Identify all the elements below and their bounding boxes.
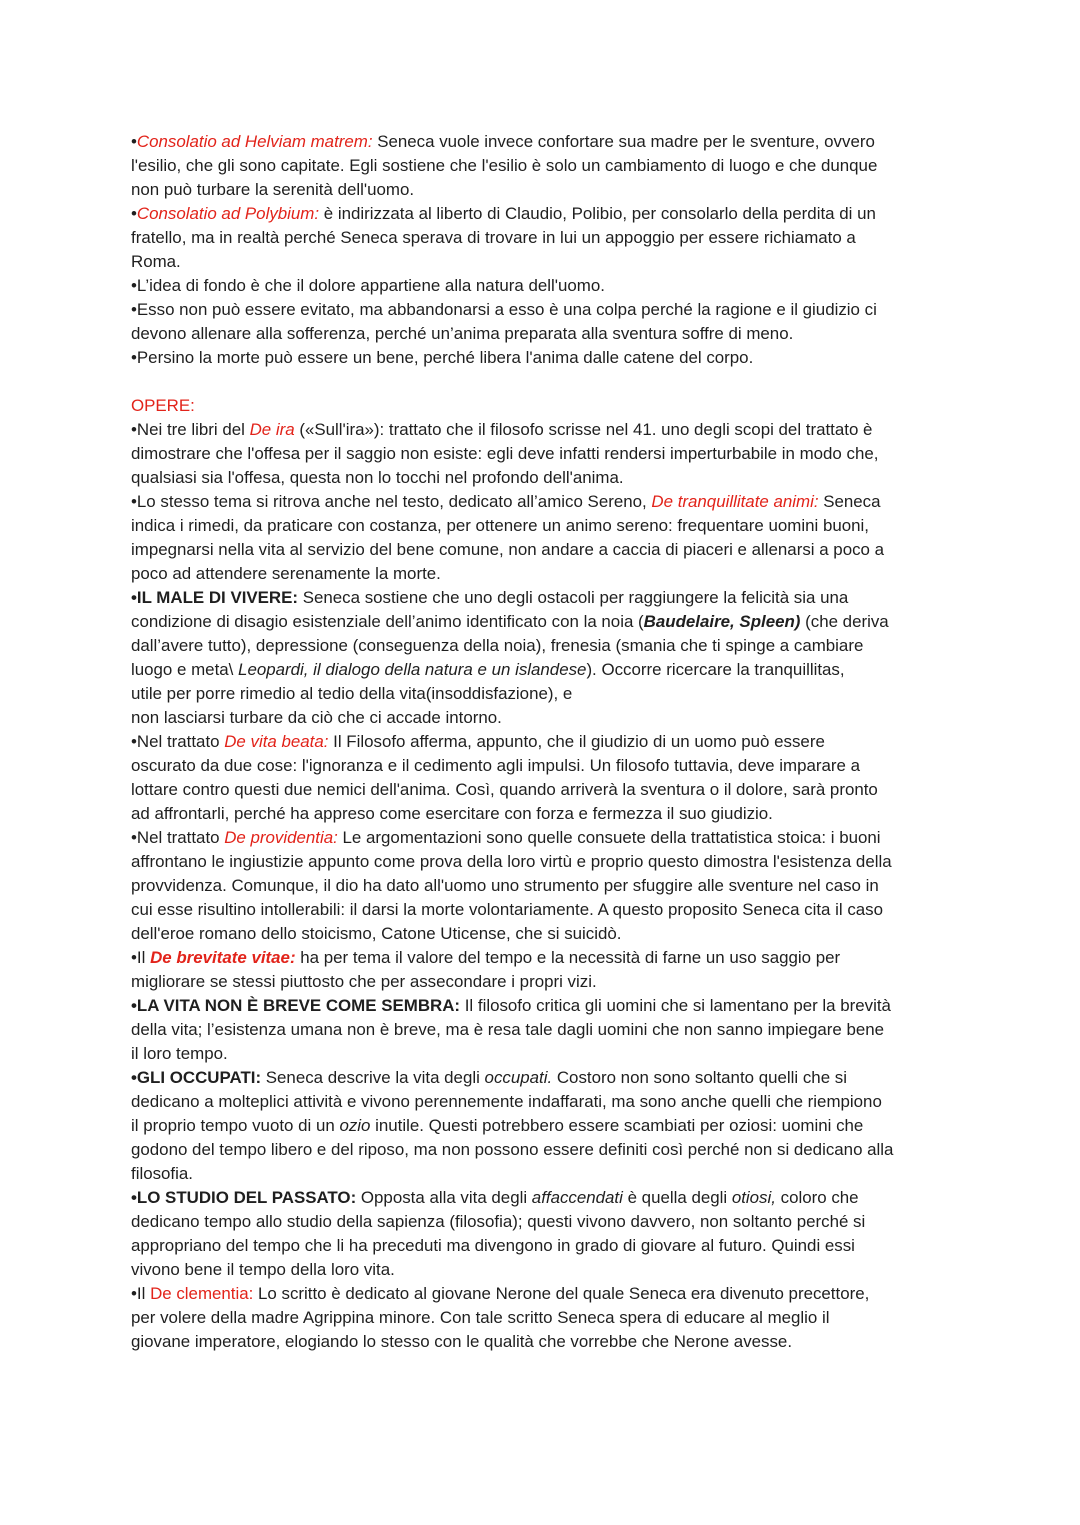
text-run: affrontano le ingiustizie appunto come prova della loro virtù e proprio questo dimostra l'esistenza della — [131, 852, 892, 871]
text-line — [131, 1162, 961, 1186]
styled-text-run: OPERE: — [131, 396, 195, 415]
text-line — [131, 154, 961, 178]
text-run: luogo e meta\ — [131, 660, 239, 679]
text-line — [131, 706, 961, 730]
text-run: indica i rimedi, da praticare con costanza, per ottenere un animo sereno: frequentare uomini buoni, — [131, 516, 869, 535]
text-run: inutile. Questi potrebbero essere scambiati per oziosi: uomini che — [370, 1116, 864, 1135]
text-run: poco ad attendere serenamente la morte. — [131, 564, 441, 583]
text-line — [131, 274, 961, 298]
text-run: Seneca sostiene che uno degli ostacoli per raggiungere la felicità sia una — [298, 588, 849, 607]
text-run: fratello, ma in realtà perché Seneca sperava di trovare in lui un appoggio per essere richiamato a — [131, 228, 856, 247]
text-line — [131, 490, 961, 514]
text-run: ad affrontarli, perché ha appreso come esercitare con forza e fermezza il suo giudizio. — [131, 804, 773, 823]
text-line — [131, 130, 961, 154]
text-run: Opposta alla vita degli — [356, 1188, 532, 1207]
text-run: •Nel trattato — [131, 828, 225, 847]
text-run: coloro che — [775, 1188, 859, 1207]
text-line — [131, 1234, 961, 1258]
text-run: Seneca — [818, 492, 881, 511]
text-line — [131, 754, 961, 778]
text-line — [131, 1210, 961, 1234]
text-run: cui esse risultino intollerabili: il darsi la morte volontariamente. A questo proposito Seneca cita il caso — [131, 900, 884, 919]
text-line — [131, 634, 961, 658]
styled-text-run: Consolatio ad Helviam matrem: — [136, 132, 373, 151]
text-line — [131, 1018, 961, 1042]
text-line — [131, 610, 961, 634]
text-line — [131, 322, 961, 346]
text-run: godono del tempo libero e del riposo, ma non possono essere definiti così perché non si dedicano alla — [131, 1140, 894, 1159]
text-line — [131, 346, 961, 370]
text-line — [131, 1330, 961, 1354]
text-line — [131, 898, 961, 922]
styled-text-run: occupati. — [484, 1068, 553, 1087]
text-run: dell'eroe romano dello stoicismo, Catone Uticense, che si suicidò. — [131, 924, 622, 943]
text-run: •Nei tre libri del — [131, 420, 250, 439]
document-page — [131, 130, 961, 1354]
text-line — [131, 586, 961, 610]
text-run: non può turbare la serenità dell'uomo. — [131, 180, 415, 199]
text-line — [131, 658, 961, 682]
text-line — [131, 226, 961, 250]
text-run: •Il — [131, 948, 151, 967]
text-run: migliorare se stessi piuttosto che per assecondare i propri vizi. — [131, 972, 597, 991]
text-run: dedicano a molteplici attività e vivono perennemente indaffarati, ma sono anche quelli che riempiono — [131, 1092, 882, 1111]
text-run: Il Filosofo afferma, appunto, che il giudizio di un uomo può essere — [328, 732, 825, 751]
text-run: Roma. — [131, 252, 181, 271]
text-line — [131, 730, 961, 754]
text-line — [131, 1066, 961, 1090]
text-run: giovane imperatore, elogiando lo stesso con le qualità che vorrebbe che Nerone avesse. — [131, 1332, 793, 1351]
styled-text-run: Consolatio ad Polybium: — [136, 204, 320, 223]
text-line — [131, 1282, 961, 1306]
styled-text-run: De brevitate vitae: — [150, 948, 296, 967]
styled-text-run: Leopardi, il dialogo della natura e un islandese — [238, 660, 587, 679]
text-run: •Esso non può essere evitato, ma abbandonarsi a esso è una colpa perché la ragione e il giudizio ci — [131, 300, 877, 319]
text-run: qualsiasi sia l'offesa, questa non lo tocchi nel profondo dell'anima. — [131, 468, 624, 487]
text-run: •Il — [131, 1284, 151, 1303]
text-run: Lo scritto è dedicato al giovane Nerone del quale Seneca era divenuto precettore, — [253, 1284, 870, 1303]
text-run: • — [131, 204, 137, 223]
text-run: ). Occorre ricercare la tranquillitas, — [586, 660, 845, 679]
text-line — [131, 682, 961, 706]
text-run: (che deriva — [800, 612, 889, 631]
text-line — [131, 442, 961, 466]
text-run: utile per porre rimedio al tedio della vita(insoddisfazione), e — [131, 684, 573, 703]
text-run: Seneca vuole invece confortare sua madre per le sventure, ovvero — [372, 132, 875, 151]
text-run: ha per tema il valore del tempo e la necessità di farne un uso saggio per — [295, 948, 841, 967]
text-run: devono allenare alla sofferenza, perché un’anima preparata alla sventura soffre di meno. — [131, 324, 794, 343]
text-run: impegnarsi nella vita al servizio del bene comune, non andare a caccia di piaceri e allenarsi a poco a — [131, 540, 885, 559]
text-run: Le argomentazioni sono quelle consuete della trattatistica stoica: i buoni — [337, 828, 881, 847]
text-line — [131, 1138, 961, 1162]
text-line — [131, 418, 961, 442]
text-line — [131, 562, 961, 586]
blank-line — [131, 370, 961, 394]
text-run: Costoro non sono soltanto quelli che si — [552, 1068, 847, 1087]
text-line — [131, 538, 961, 562]
styled-text-run: De ira — [249, 420, 295, 439]
text-run: •Nel trattato — [131, 732, 225, 751]
text-run: •Persino la morte può essere un bene, perché libera l'anima dalle catene del corpo. — [131, 348, 754, 367]
styled-text-run: •LO STUDIO DEL PASSATO: — [131, 1188, 357, 1207]
styled-text-run: •IL MALE DI VIVERE: — [131, 588, 299, 607]
text-line — [131, 1090, 961, 1114]
text-run: è indirizzata al liberto di Claudio, Polibio, per consolarlo della perdita di un — [319, 204, 876, 223]
styled-text-run: •GLI OCCUPATI: — [131, 1068, 262, 1087]
styled-text-run: otiosi, — [731, 1188, 776, 1207]
text-run: il proprio tempo vuoto di un — [131, 1116, 340, 1135]
text-line — [131, 394, 961, 418]
styled-text-run: affaccendati — [531, 1188, 623, 1207]
text-line — [131, 514, 961, 538]
text-run: •Lo stesso tema si ritrova anche nel testo, dedicato all’amico Sereno, — [131, 492, 652, 511]
styled-text-run: De vita beata: — [224, 732, 329, 751]
text-run: •L’idea di fondo è che il dolore appartiene alla natura dell'uomo. — [131, 276, 605, 295]
text-line — [131, 1306, 961, 1330]
text-run: Seneca descrive la vita degli — [261, 1068, 485, 1087]
styled-text-run: •LA VITA NON È BREVE COME SEMBRA: — [131, 996, 461, 1015]
text-run: provvidenza. Comunque, il dio ha dato all'uomo uno strumento per sfuggire alle sventure nel caso in — [131, 876, 879, 895]
text-line — [131, 970, 961, 994]
styled-text-run: De clementia: — [150, 1284, 254, 1303]
text-run: vivono bene il tempo della loro vita. — [131, 1260, 395, 1279]
text-line — [131, 1186, 961, 1210]
text-run: filosofia. — [131, 1164, 193, 1183]
text-line — [131, 1042, 961, 1066]
text-line — [131, 994, 961, 1018]
text-run: è quella degli — [622, 1188, 732, 1207]
text-line — [131, 178, 961, 202]
text-run: l'esilio, che gli sono capitate. Egli sostiene che l'esilio è solo un cambiamento di luogo e che dunque — [131, 156, 878, 175]
text-run: dimostrare che l'offesa per il saggio non esiste: egli deve infatti rendersi imperturbabile in modo che, — [131, 444, 879, 463]
styled-text-run: Baudelaire, Spleen) — [643, 612, 801, 631]
text-run: per volere della madre Agrippina minore. Con tale scritto Seneca spera di educare al meglio il — [131, 1308, 830, 1327]
text-run: • — [131, 132, 137, 151]
text-run: non lasciarsi turbare da ciò che ci accade intorno. — [131, 708, 502, 727]
text-run: Il filosofo critica gli uomini che si lamentano per la brevità — [460, 996, 891, 1015]
text-run: dall’avere tutto), depressione (conseguenza della noia), frenesia (smania che ti spinge a cambiare — [131, 636, 864, 655]
text-line — [131, 298, 961, 322]
text-line — [131, 850, 961, 874]
styled-text-run: De providentia: — [224, 828, 338, 847]
text-line — [131, 778, 961, 802]
text-line — [131, 250, 961, 274]
styled-text-run: De tranquillitate animi: — [651, 492, 819, 511]
text-run: della vita; l’esistenza umana non è breve, ma è resa tale dagli uomini che non sanno impiegare bene — [131, 1020, 885, 1039]
text-run: condizione di disagio esistenziale dell’animo identificato con la noia ( — [131, 612, 644, 631]
text-line — [131, 202, 961, 226]
styled-text-run: ozio — [339, 1116, 371, 1135]
text-line — [131, 922, 961, 946]
text-run: appropriano del tempo che li ha preceduti ma divengono in grado di giovare al futuro. Quindi essi — [131, 1236, 855, 1255]
text-run: lottare contro questi due nemici dell'anima. Così, quando arriverà la sventura o il dolore, sarà pronto — [131, 780, 878, 799]
text-line — [131, 1114, 961, 1138]
text-line — [131, 1258, 961, 1282]
text-run: dedicano tempo allo studio della sapienza (filosofia); questi vivono davvero, non soltanto perché si — [131, 1212, 866, 1231]
text-line — [131, 802, 961, 826]
text-line — [131, 874, 961, 898]
text-line — [131, 946, 961, 970]
text-line — [131, 466, 961, 490]
text-run: oscurato da due cose: l'ignoranza e il cedimento agli impulsi. Un filosofo tuttavia, deve imparare a — [131, 756, 860, 775]
text-line — [131, 826, 961, 850]
text-run: («Sull'ira»): trattato che il filosofo scrisse nel 41. uno degli scopi del trattato è — [294, 420, 873, 439]
text-run: il loro tempo. — [131, 1044, 228, 1063]
